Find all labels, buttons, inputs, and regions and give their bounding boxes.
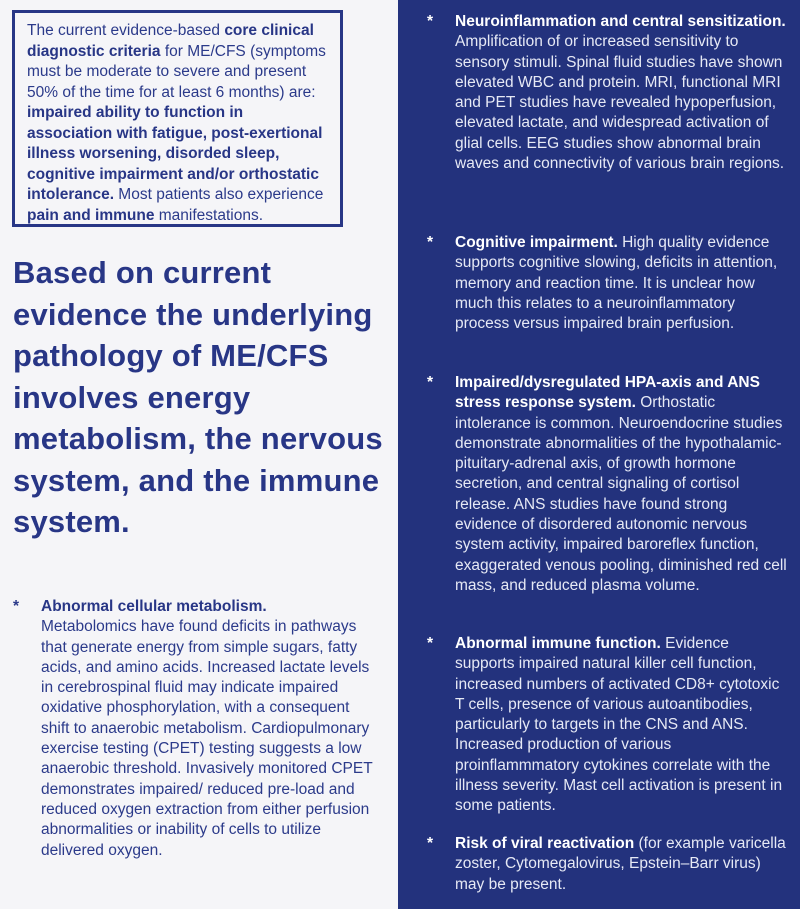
item-text: Amplification of or increased sensitivity to sensory stimuli. Spinal fluid studies have shown elevated WBC and protein. MRI, functional MRI and PET studies have revealed hypoperfusion, elevated lactate, and widespread activation of glial cells. EEG studies show abnormal brain waves and connectivity of various brain regions. xyxy=(455,33,785,173)
item-text: (for example varicella zoster, Cytomegalovirus, Epstein–Barr virus) may be present. xyxy=(455,835,786,893)
item-title: Impaired/dysregulated HPA-axis and ANS stress response system. xyxy=(455,374,760,412)
item-text: High quality evidence supports cognitive slowing, deficits in attention, memory and reaction time. It is unclear how much this relates to a neuroinflammatory process versus impaired brain perfusion. xyxy=(455,234,778,333)
page-headline: Based on current evidence the underlying pathology of ME/CFS involves energy metabolism, the nervous system, and the immune system. xyxy=(13,255,383,539)
item-neuroinflammation xyxy=(427,12,787,174)
item-title: Neuroinflammation and central sensitization. xyxy=(455,13,786,30)
bullet-star: * xyxy=(427,374,434,391)
criteria-list: impaired ability to function in association with fatigue, post-exertional illness worsening, disorded sleep, cognitive impairment and/or orthostatic intolerance. xyxy=(27,104,323,203)
bullet-star: * xyxy=(427,835,434,852)
bullet-star: * xyxy=(427,13,434,30)
right-panel xyxy=(398,0,800,909)
criteria-also-text: Most patients also experience xyxy=(114,186,324,203)
bullet-star: * xyxy=(13,598,20,615)
pain-immune-label: pain and immune xyxy=(27,206,155,224)
item-text: Evidence supports impaired natural killer cell function, increased numbers of activated CD8+ cytotoxic T cells, presence of various autoantibodies, particularly to targets in the CNS and ANS. Increased production of various proinflammmatory cytokines correlate with the illness severity. Mast cell activation is present in some patients. xyxy=(455,635,783,815)
item-abnormal-cellular-metabolism xyxy=(13,597,373,861)
core-criteria-label: core clinical diagnostic criteria xyxy=(27,22,314,60)
item-title: Abnormal cellular metabolism. xyxy=(41,598,267,615)
diagnostic-criteria-box xyxy=(12,10,343,227)
item-text: Orthostatic intolerance is common. Neuroendocrine studies demonstrate abnormalities of the hypothalamic-pituitary-adrenal axis, of growth hormone secretion, and central signaling of cortisol release. ANS studies have found strong evidence of disordered autonomic nervous system activity, impaired baroreflex function, exaggerated venous pooling, diminished red cell mass, and reduced plasma volume. xyxy=(455,394,787,594)
item-abnormal-immune-function xyxy=(427,634,787,817)
item-title: Risk of viral reactivation xyxy=(455,835,635,852)
item-cognitive-impairment xyxy=(427,233,787,334)
criteria-intro: The current evidence-based xyxy=(27,22,225,39)
item-hpa-axis xyxy=(427,373,787,596)
item-title: Abnormal immune function. xyxy=(455,635,661,652)
bullet-star: * xyxy=(427,234,434,251)
left-panel xyxy=(0,0,396,909)
item-text: Metabolomics have found deficits in pathways that generate energy from simple sugars, fatty acids, and amino acids. Increased lactate levels in cerebrospinal fluid may indicate impaired oxidative phosphorylation, with a consequent shift to anaerobic metabolism. Cardiopulmonary exercise testing (CPET) testing suggests a low anaerobic threshold. Invasively monitored CPET demonstrates impaired/ reduced pre-load and reduced oxygen extraction from either perfusion abnormalities or inability of cells to utilize delivered oxygen. xyxy=(41,618,373,859)
item-title: Cognitive impairment. xyxy=(455,234,618,251)
bullet-star: * xyxy=(427,635,434,652)
item-viral-reactivation xyxy=(427,834,787,895)
criteria-for-text: for ME/CFS (symptoms must be moderate to severe and present 50% of the time for at least 6 months) are: xyxy=(27,42,326,101)
manifestations-text: manifestations. xyxy=(154,206,264,224)
